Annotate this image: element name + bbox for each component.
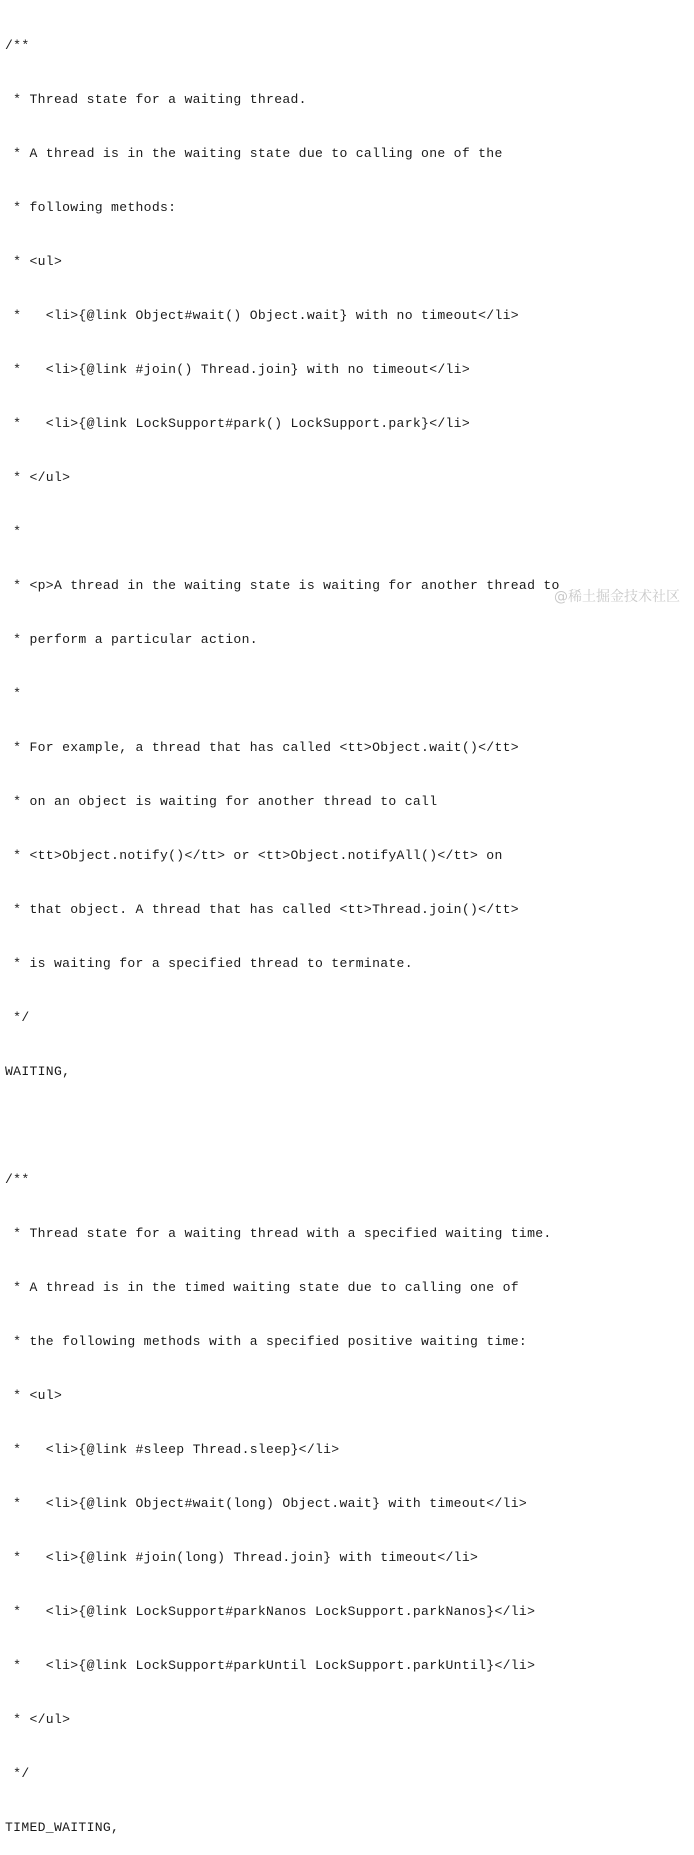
code-line xyxy=(5,1117,560,1135)
code-line: /** xyxy=(5,38,30,53)
code-line: * following methods: xyxy=(5,200,177,215)
code-line: WAITING, xyxy=(5,1064,71,1079)
code-line: * <li>{@link #join(long) Thread.join} with timeout</li> xyxy=(5,1550,479,1565)
code-line: * perform a particular action. xyxy=(5,632,258,647)
code-line: * <li>{@link Object#wait(long) Object.wait} with timeout</li> xyxy=(5,1496,528,1511)
code-line: * <tt>Object.notify()</tt> or <tt>Object.notifyAll()</tt> on xyxy=(5,848,503,863)
code-line: * <p>A thread in the waiting state is waiting for another thread to xyxy=(5,578,560,593)
watermark: @稀土掘金技术社区 xyxy=(554,589,680,605)
code-line: * <ul> xyxy=(5,254,63,269)
code-line: * Thread state for a waiting thread. xyxy=(5,92,307,107)
code-line: * that object. A thread that has called <tt>Thread.join()</tt> xyxy=(5,902,519,917)
code-line: * xyxy=(5,524,22,539)
code-line: * <li>{@link LockSupport#parkNanos LockSupport.parkNanos}</li> xyxy=(5,1604,536,1619)
code-line: * <li>{@link LockSupport#park() LockSupport.park}</li> xyxy=(5,416,470,431)
code-line: * xyxy=(5,686,22,701)
code-line: * on an object is waiting for another thread to call xyxy=(5,794,438,809)
code-line: * A thread is in the timed waiting state due to calling one of xyxy=(5,1280,519,1295)
code-line: * <li>{@link Object#wait() Object.wait} with no timeout</li> xyxy=(5,308,519,323)
code-line: */ xyxy=(5,1010,30,1025)
code-line: /** xyxy=(5,1172,30,1187)
code-line: * A thread is in the waiting state due to calling one of the xyxy=(5,146,503,161)
code-line: * <li>{@link #join() Thread.join} with no timeout</li> xyxy=(5,362,470,377)
code-line: * <ul> xyxy=(5,1388,63,1403)
code-line: */ xyxy=(5,1766,30,1781)
code-line: * For example, a thread that has called <tt>Object.wait()</tt> xyxy=(5,740,519,755)
code-line: * the following methods with a specified positive waiting time: xyxy=(5,1334,528,1349)
code-block xyxy=(5,1,560,1855)
code-line: * is waiting for a specified thread to terminate. xyxy=(5,956,413,971)
code-line: * <li>{@link LockSupport#parkUntil LockSupport.parkUntil}</li> xyxy=(5,1658,536,1673)
code-line: * Thread state for a waiting thread with a specified waiting time. xyxy=(5,1226,552,1241)
code-line: * </ul> xyxy=(5,1712,71,1727)
code-line: * </ul> xyxy=(5,470,71,485)
code-line: * <li>{@link #sleep Thread.sleep}</li> xyxy=(5,1442,340,1457)
code-line: TIMED_WAITING, xyxy=(5,1820,120,1835)
